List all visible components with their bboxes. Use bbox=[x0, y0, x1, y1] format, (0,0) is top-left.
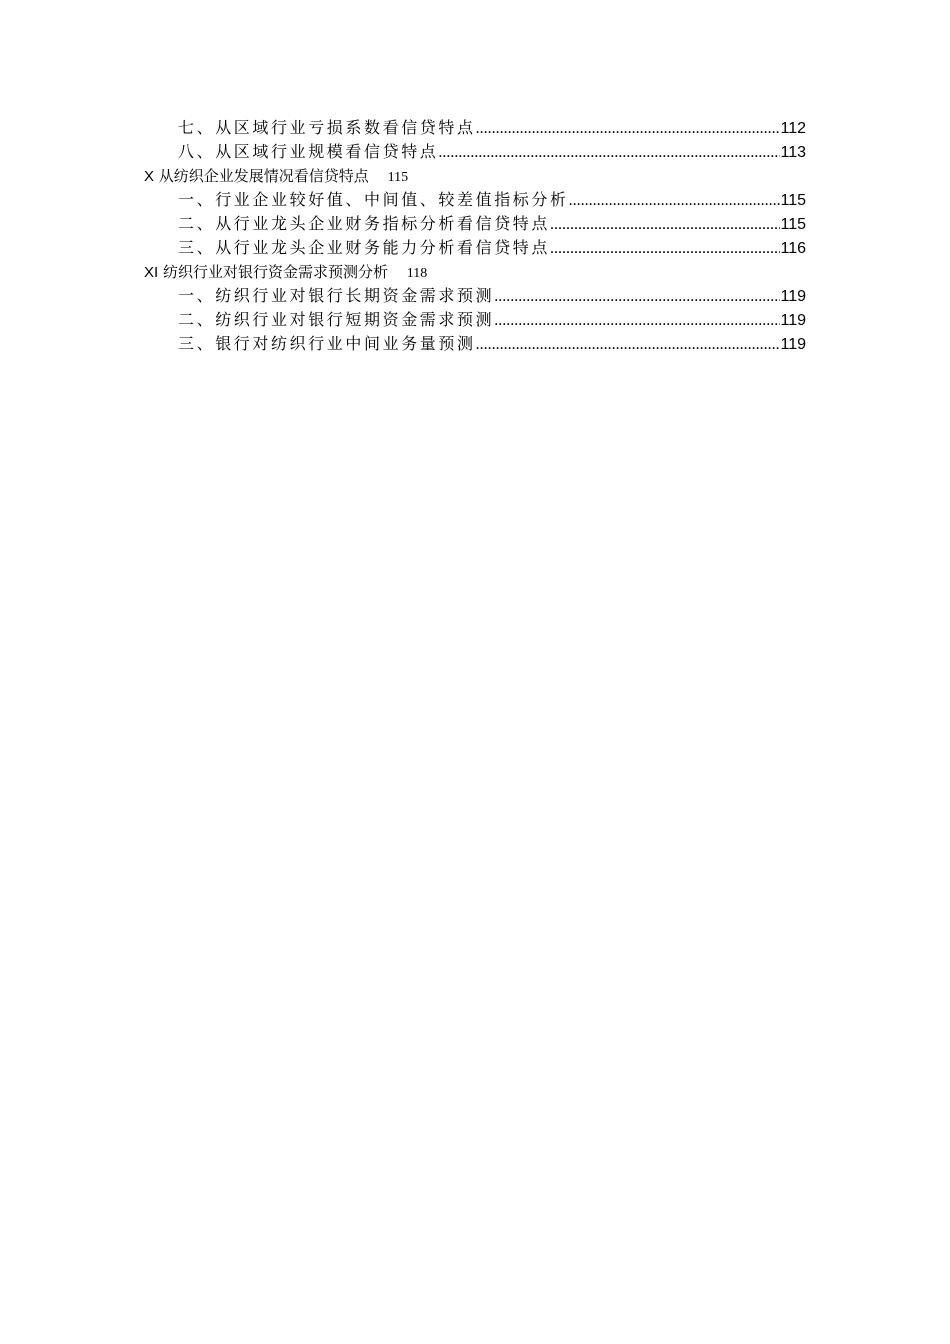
toc-entry[interactable] bbox=[178, 284, 806, 308]
toc-entry-page: 116 bbox=[780, 240, 806, 257]
toc-entry-page: 115 bbox=[780, 216, 806, 233]
toc-dot-leader bbox=[550, 213, 780, 237]
toc-entry-page: 112 bbox=[780, 120, 806, 137]
toc-entry-page: 119 bbox=[780, 312, 806, 329]
toc-chapter-page: 118 bbox=[406, 266, 428, 281]
toc-entry-label: 一、行业企业较好值、中间值、较差值指标分析 bbox=[178, 190, 569, 209]
table-of-contents bbox=[0, 116, 950, 356]
toc-entry-label: 三、从行业龙头企业财务能力分析看信贷特点 bbox=[178, 238, 551, 257]
toc-dot-leader bbox=[569, 189, 781, 213]
toc-chapter-title: 纺织行业对银行资金需求预测分析 bbox=[162, 265, 388, 281]
toc-dot-leader bbox=[438, 141, 780, 165]
toc-dot-leader bbox=[550, 237, 780, 261]
toc-dot-leader bbox=[476, 333, 781, 357]
toc-entry-label: 二、纺织行业对银行短期资金需求预测 bbox=[178, 310, 495, 329]
toc-entry-page: 113 bbox=[780, 144, 806, 161]
toc-entry-label: 七、从区域行业亏损系数看信贷特点 bbox=[178, 118, 476, 137]
toc-chapter-number: XI bbox=[144, 264, 159, 281]
toc-dot-leader bbox=[494, 309, 780, 333]
toc-chapter-heading[interactable] bbox=[144, 164, 950, 188]
toc-dot-leader bbox=[494, 285, 780, 309]
toc-dot-leader bbox=[476, 117, 781, 141]
toc-entry-label: 二、从行业龙头企业财务指标分析看信贷特点 bbox=[178, 214, 551, 233]
toc-chapter-page: 115 bbox=[387, 170, 409, 185]
toc-entry-label: 三、银行对纺织行业中间业务量预测 bbox=[178, 334, 476, 353]
toc-entry-label: 八、从区域行业规模看信贷特点 bbox=[178, 142, 439, 161]
toc-chapter-number: X bbox=[144, 168, 155, 185]
toc-entry[interactable] bbox=[178, 332, 806, 356]
toc-entry-label: 一、纺织行业对银行长期资金需求预测 bbox=[178, 286, 495, 305]
toc-entry[interactable] bbox=[178, 308, 806, 332]
toc-entry[interactable] bbox=[178, 236, 806, 260]
toc-entry[interactable] bbox=[178, 116, 806, 140]
toc-entry[interactable] bbox=[178, 188, 806, 212]
toc-entry-page: 119 bbox=[780, 288, 806, 305]
toc-entry-page: 119 bbox=[780, 336, 806, 353]
toc-entry[interactable] bbox=[178, 140, 806, 164]
toc-chapter-heading[interactable] bbox=[144, 260, 950, 284]
toc-chapter-title: 从纺织企业发展情况看信贷特点 bbox=[158, 169, 369, 185]
toc-entry[interactable] bbox=[178, 212, 806, 236]
toc-entry-page: 115 bbox=[780, 192, 806, 209]
